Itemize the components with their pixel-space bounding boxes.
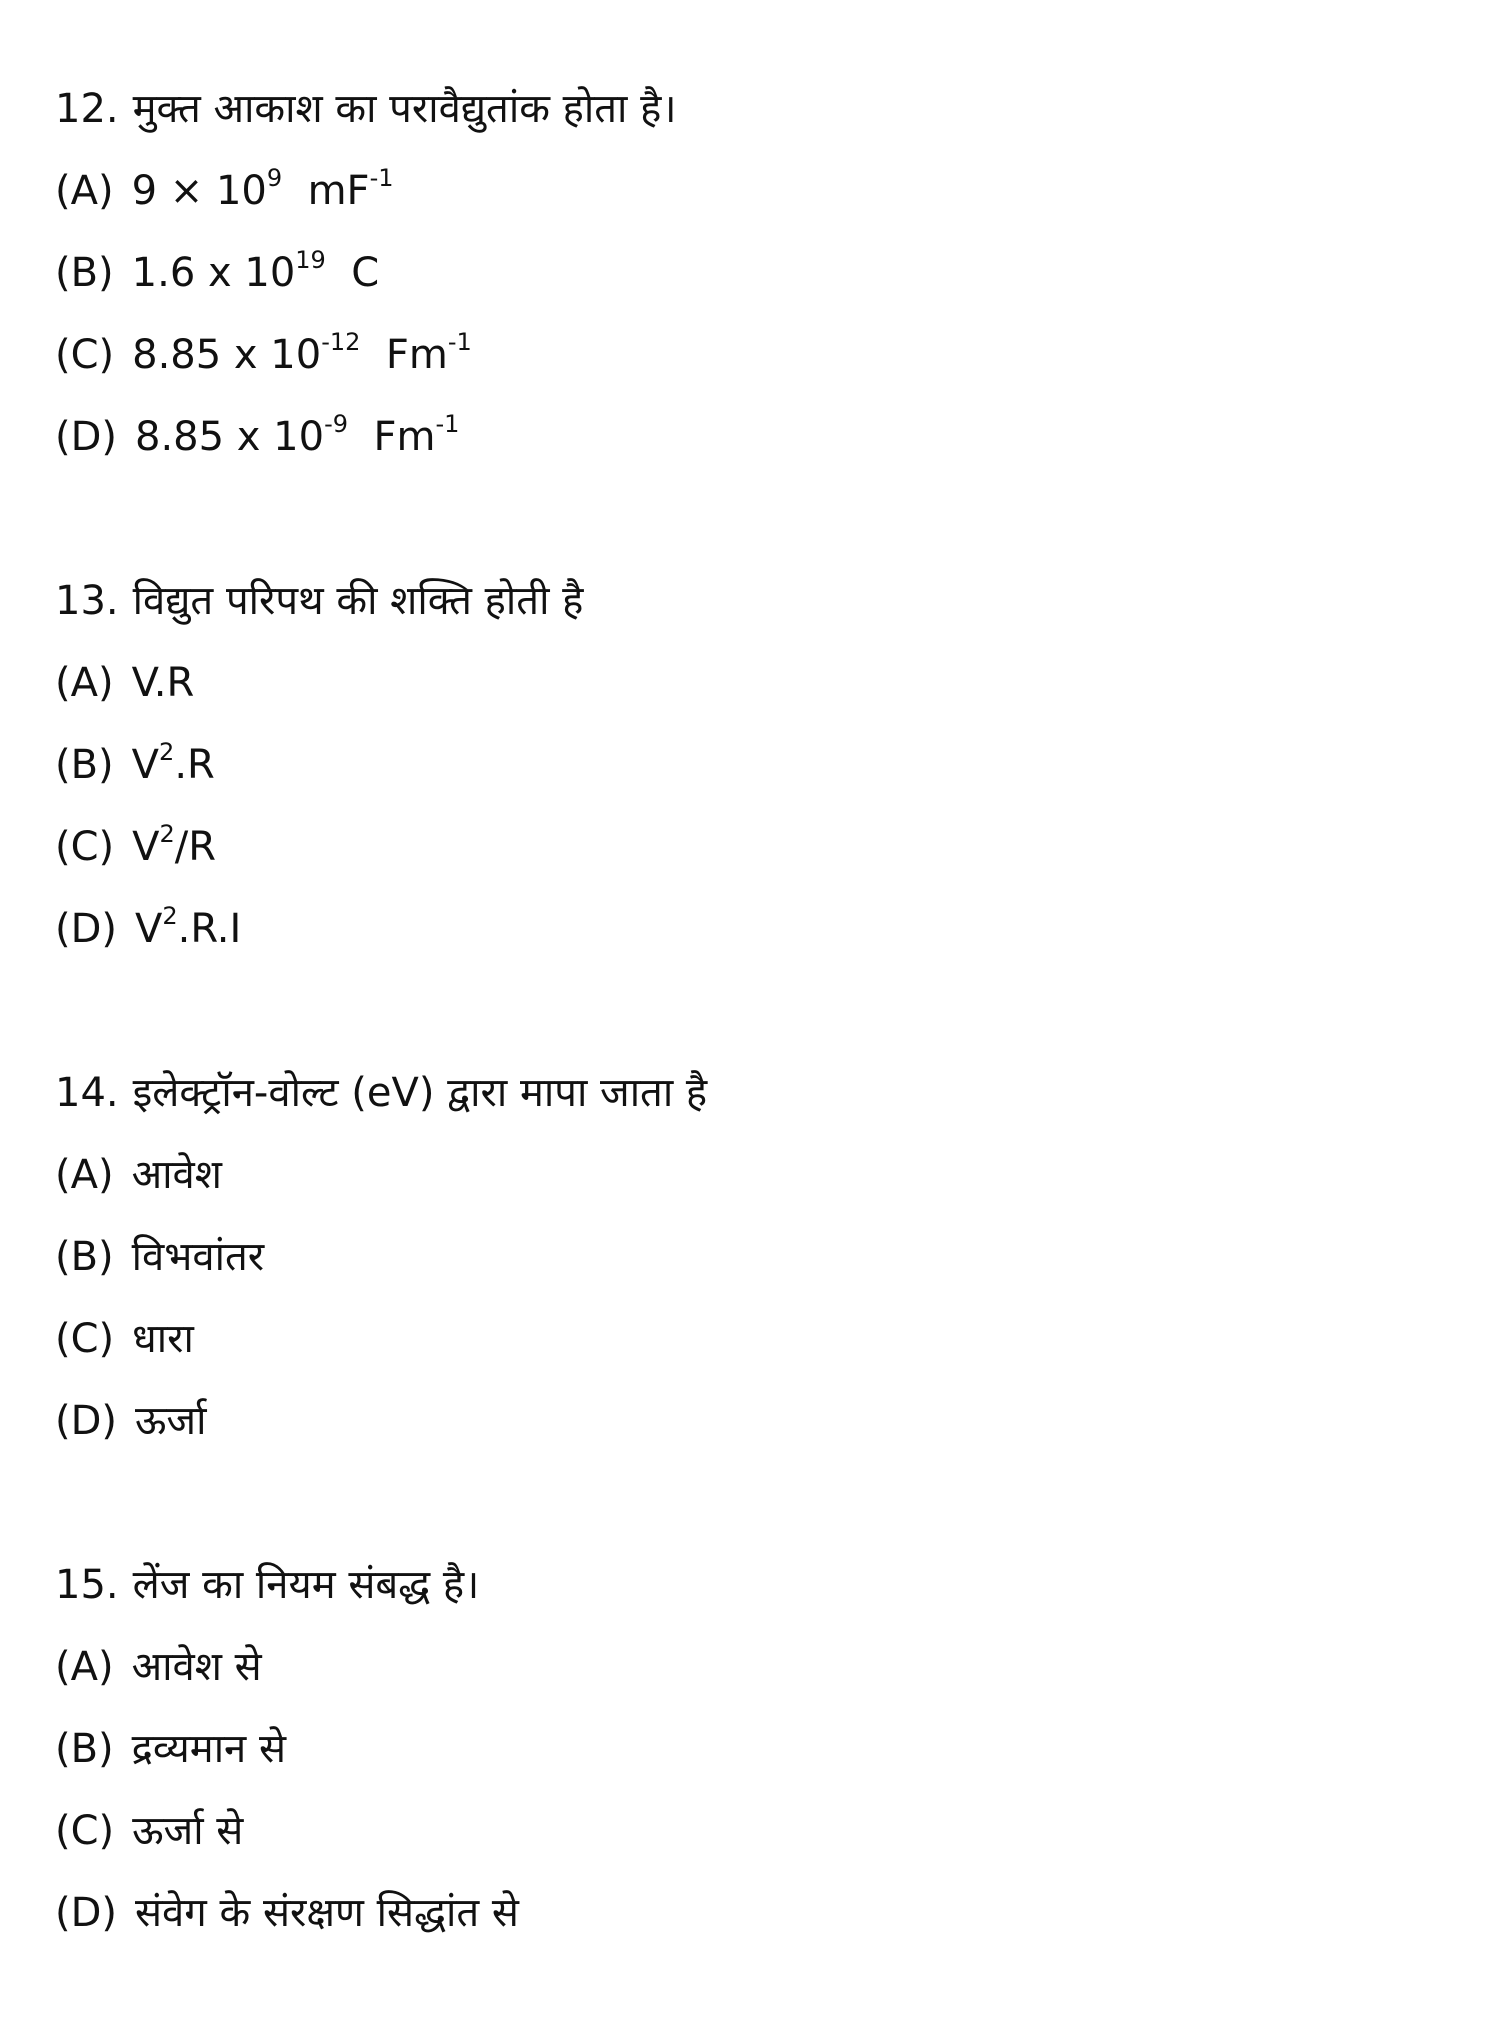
option-unit-exponent: -1 [447, 327, 472, 356]
question-14 [55, 1052, 1455, 1462]
option-d [55, 1872, 1455, 1954]
option-label: (C) [55, 1808, 115, 1854]
option-b [55, 1708, 1455, 1790]
question-13 [55, 560, 1455, 970]
option-label: (C) [55, 1316, 115, 1362]
option-label: (B) [55, 742, 114, 788]
option-a [55, 150, 1455, 232]
option-base: 8.85 x 10 [135, 414, 325, 460]
option-text: ऊर्जा से [132, 1808, 244, 1854]
question-stem [55, 68, 1455, 150]
option-label: (A) [55, 168, 114, 214]
option-text: V [135, 906, 163, 952]
question-stem [55, 1544, 1455, 1626]
option-a [55, 1134, 1455, 1216]
option-text: संवेग के संरक्षण सिद्धांत से [135, 1890, 519, 1936]
question-text: इलेक्ट्रॉन-वोल्ट (eV) द्वारा मापा जाता है [132, 1070, 708, 1116]
option-unit-exponent: -1 [435, 409, 460, 438]
option-text: आवेश [131, 1152, 222, 1198]
option-label: (A) [55, 1152, 114, 1198]
option-text-suffix: .R [174, 742, 215, 788]
question-stem [55, 1052, 1455, 1134]
option-c [55, 1790, 1455, 1872]
question-text: लेंज का नियम संबद्ध है। [132, 1562, 480, 1608]
question-number: 12. [55, 86, 119, 132]
question-number: 14. [55, 1070, 119, 1116]
question-number: 15. [55, 1562, 119, 1608]
option-label: (C) [55, 332, 115, 378]
option-unit: Fm [373, 414, 436, 460]
option-label: (B) [55, 1726, 114, 1772]
option-text: धारा [132, 1316, 194, 1362]
option-b [55, 724, 1455, 806]
option-text: V [131, 742, 160, 788]
option-exponent: 2 [159, 819, 175, 848]
option-unit-exponent: -1 [369, 163, 394, 192]
option-b [55, 232, 1455, 314]
option-text: V.R [131, 660, 195, 706]
question-text: विद्युत परिपथ की शक्ति होती है [132, 578, 584, 624]
option-label: (A) [55, 1644, 114, 1690]
option-b [55, 1216, 1455, 1298]
option-c [55, 314, 1455, 396]
option-base: 1.6 x 10 [131, 250, 296, 296]
option-label: (D) [55, 414, 118, 460]
question-stem [55, 560, 1455, 642]
option-text: ऊर्जा [135, 1398, 207, 1444]
option-unit: C [351, 250, 380, 296]
option-exponent: 2 [162, 901, 178, 930]
option-text: द्रव्यमान से [131, 1726, 287, 1772]
option-label: (B) [55, 1234, 114, 1280]
option-base: 8.85 x 10 [132, 332, 322, 378]
option-exponent: 2 [159, 737, 175, 766]
option-base: 9 × 10 [131, 168, 267, 214]
option-text: V [132, 824, 160, 870]
option-text-suffix: /R [174, 824, 217, 870]
option-c [55, 806, 1455, 888]
option-label: (B) [55, 250, 114, 296]
option-text: आवेश से [131, 1644, 262, 1690]
option-unit: mF [307, 168, 370, 214]
option-d [55, 396, 1455, 478]
option-exponent: 19 [295, 245, 326, 274]
question-text: मुक्त आकाश का परावैद्युतांक होता है। [132, 86, 677, 132]
question-12 [55, 68, 1455, 478]
question-number: 13. [55, 578, 119, 624]
option-text: विभवांतर [131, 1234, 265, 1280]
option-text-suffix: .R.I [177, 906, 242, 952]
option-label: (D) [55, 1890, 118, 1936]
option-d [55, 1380, 1455, 1462]
option-label: (A) [55, 660, 114, 706]
option-exponent: -9 [324, 409, 349, 438]
option-unit: Fm [385, 332, 448, 378]
option-label: (D) [55, 1398, 118, 1444]
option-label: (C) [55, 824, 115, 870]
option-exponent: 9 [266, 163, 283, 192]
option-d [55, 888, 1455, 970]
question-15 [55, 1544, 1455, 1954]
option-label: (D) [55, 906, 118, 952]
option-exponent: -12 [321, 327, 361, 356]
option-a [55, 642, 1455, 724]
option-c [55, 1298, 1455, 1380]
option-a [55, 1626, 1455, 1708]
